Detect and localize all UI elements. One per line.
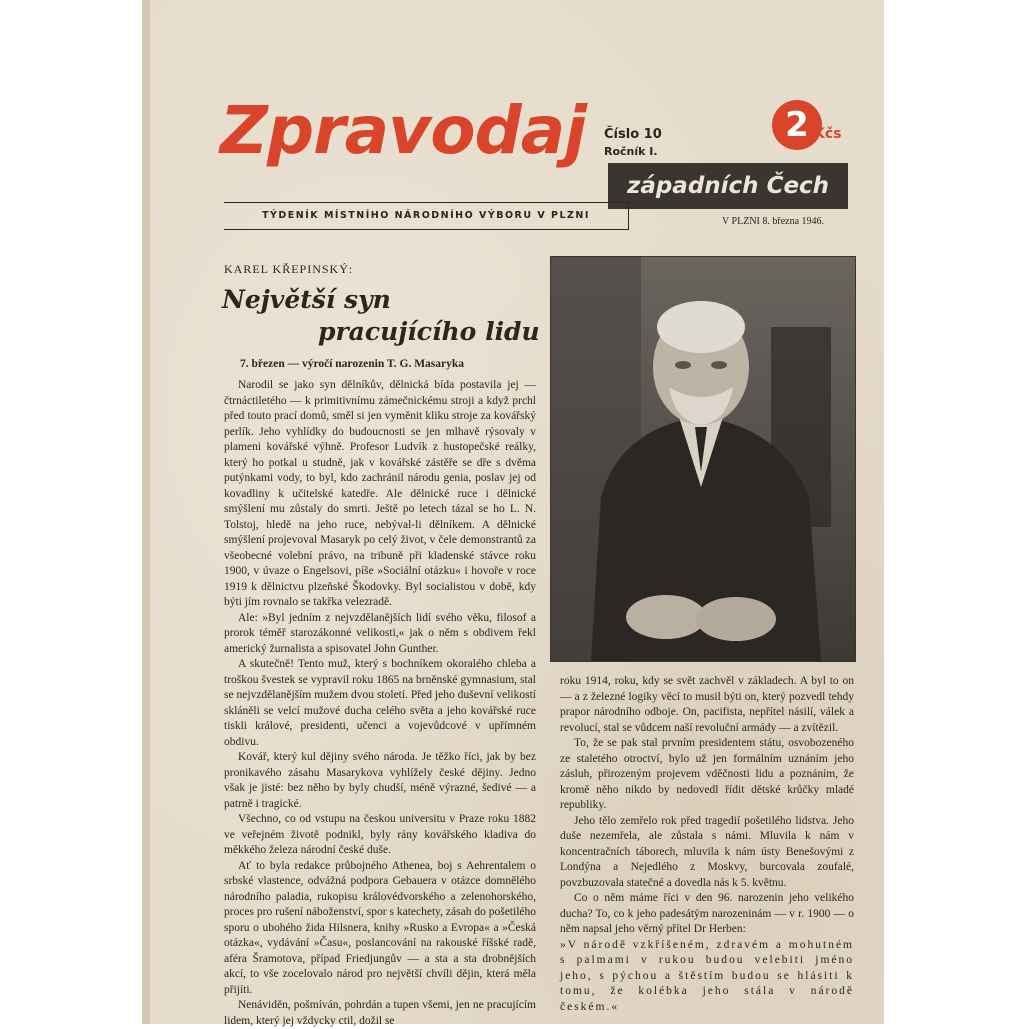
article-kicker: 7. březen — výročí narozenin T. G. Masaryka	[240, 358, 465, 370]
masthead-subtitle: TÝDENÍK MÍSTNÍHO NÁRODNÍHO VÝBORU V PLZNI	[224, 202, 629, 230]
paragraph-8: roku 1914, roku, kdy se svět zachvěl v základech. A byl to on — a z železné logiky věcí to musil býti on, který pozvedl tehdy prapor národního odboje. On, pacifista, nepřítel násilí, válek a revolucí, stal se vůdcem naší revoluční armády — a zvítězil.	[560, 675, 854, 734]
paragraph-9: To, že se pak stal prvním presidentem státu, osvobozeného ze staletého otroctví, bylo už jen formálním uznáním jeho zásluh, přirozeným projevem vděčnosti lidu a poznáním, že kromě něho nikdo by nedovedl řídit dětské krůčky mladé republiky.	[560, 737, 854, 811]
headline-line-2: pracujícího lidu	[318, 317, 540, 346]
herben-quote: »V národě vzkříšeném, zdravém a mohutném s palmami v rukou budou velebiti jméno jeho, s pýchou a štěstím budou se hlásiti k tomu, že kolébka jeho stála v národě českém.«	[560, 938, 854, 1013]
article-headline	[222, 284, 552, 348]
paragraph-1: Narodil se jako syn dělníkův, dělnická bída postavila jej — čtrnáctiletého — k primitivnímu zámečnickému stroji a když prchl před touto prací domů, směl si jen vyměnit kliku stroje za kovářský perlík. Jeho vyhlídky do budoucnosti se jen mlhavě rýsovaly v plameni kovářské výhně. Profesor Ludvík z hustopečské reálky, který ho potkal u studně, jak v kovářské zástěře se dře s dvěma putýnkami vody, to byl, kdo zachránil národu genia, poslav jej od kovadliny k učitelské katedře. Ale dělnické ruce i dělnické smýšlení mu zůstaly do smrti. Ještě po letech tázal se ho L. N. Tolstoj, hledě na jeho ruce, nebýval-li dělníkem. A dělnické smýšlení projevoval Masaryk po celý život, v čele demonstrantů za všeobecné volební právo, na tribuně při kladenské stávce roku 1900, v úvaze o Engelsovi, píše »Sociální otázku« i hovoře v roce 1919 k dělnictvu plzeňské Škodovky. Byl socialistou v době, kdy býti jím rovnalo se takřka velezradě.	[224, 379, 536, 608]
region-band: západních Čech	[608, 163, 848, 209]
paragraph-7: Nenáviděn, pošmíván, pohrdán a tupen všemi, jen ne pracujícím lidem, který jej vždycky ctil, dožil se	[224, 999, 536, 1027]
volume-number: Ročník I.	[604, 145, 658, 158]
price-badge: 2	[772, 100, 822, 150]
paragraph-3: A skutečně! Tento muž, který s bochníkem okoralého chleba a troškou švestek se vypravil roku 1865 na brněnské gymnasium, stal se nejvzdělanějším mužem dvou století. Před jeho duševní velikostí skláněli se velcí mužové ducha celého světa a jeho kovářské ruce tiskli králové, presidenti, učenci a vojevůdcové v upřímném obdivu.	[224, 658, 536, 748]
headline-line-1: Největší syn	[222, 285, 391, 314]
issue-info	[604, 126, 662, 160]
paragraph-5: Všechno, co od vstupu na českou universitu v Praze roku 1882 ve veřejném životě podnikl, byly rány kovářského kladiva do měkkého železa národní české duše.	[224, 813, 536, 856]
dateline: V PLZNI 8. března 1946.	[722, 216, 825, 227]
price-currency: Kčs	[814, 126, 842, 142]
paragraph-11: Co o něm máme říci v den 96. narozenin jeho velikého ducha? To, co k jeho padesátým narozeninám — v r. 1900 — o něm napsal jeho věrný přítel Dr Herben:	[560, 892, 854, 935]
masthead-title: Zpravodaj	[220, 92, 586, 169]
portrait-illustration	[551, 257, 855, 661]
newspaper-page	[142, 0, 884, 1027]
issue-number: Číslo 10	[604, 127, 662, 142]
paragraph-10: Jeho tělo zemřelo rok před tragedií pošetilého lidstva. Jeho duše nezemřela, ale zůstala s námi. Mluvila k nám v koncentračních táborech, mluvila k nám ústy Benešovými z Londýna a Nejedlého z Moskvy, burcovala zoufalé, povzbuzovala statečné a dovedla nás k 5. květnu.	[560, 814, 854, 889]
portrait-photo	[550, 256, 856, 662]
article-column-2	[560, 674, 854, 1015]
article-author: KAREL KŘEPINSKÝ:	[224, 262, 354, 276]
paragraph-2: Ale: »Byl jedním z nejvzdělanějších lidí svého věku, filosof a prorok téměř starozákonné velikosti,« jak o něm s obdivem řekl americký žurnalista a spisovatel John Gunther.	[224, 611, 536, 655]
paragraph-6: Ať to byla redakce průbojného Athenea, boj s Aehrentalem o srbské vlastence, odvážná podpora Gebauera v otázce domnělého národního paladia, rukopisu královédvorského a zelenohorského, proces pro rušení náboženství, spor s katechety, zásah do pošetilého sporu o ubohého žida Hilsnera, knihy »Rusko a Evropa« a »Česká otázka«, vydávání »Času«, poslancování na rakouské říšské radě, aféra Šramotova, případ Friedjungův — a sta a sta drobnějších akcí, to vše zocelovalo národ pro největší chvíli dějin, která měla přijíti.	[224, 859, 536, 996]
article-column-1	[224, 378, 536, 1029]
paragraph-4: Kovář, který kul dějiny svého národa. Je těžko říci, jak by bez pronikavého zásahu Masarykova vyhlížely české dějiny. Jedno však je jisté: bez něho by byly chudší, méně výrazné, šedivé — a patrně i tragické.	[224, 751, 536, 810]
